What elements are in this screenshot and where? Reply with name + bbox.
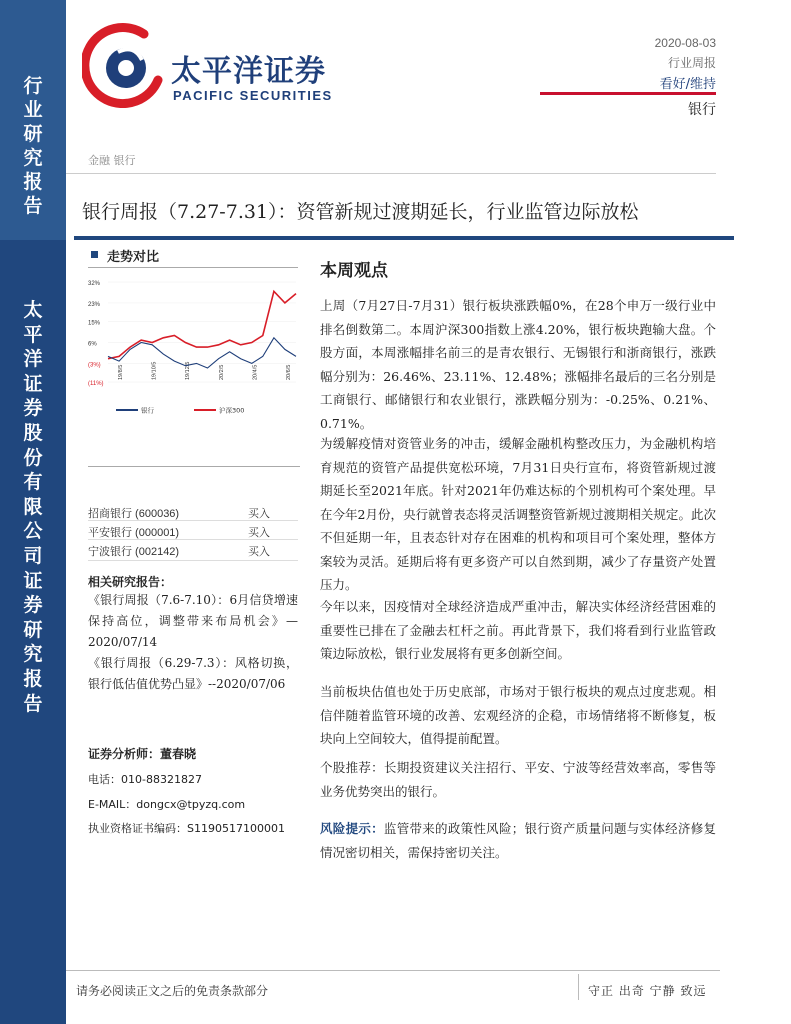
vertical-company-char: 券 (23, 397, 43, 420)
footer-divider (66, 970, 720, 971)
chart-legend (116, 406, 244, 415)
section-marker-icon (91, 251, 98, 258)
report-type: 行业周报 (667, 56, 716, 70)
vertical-company-char: 告 (23, 692, 43, 715)
footer-motto: 守正 出奇 宁静 致远 (588, 984, 707, 998)
footer-disclaimer: 请务必阅读正文之后的免责条款部分 (76, 984, 269, 998)
header-divider (66, 173, 716, 174)
breadcrumb: 金融 银行 (88, 154, 136, 167)
report-date: 2020-08-03 (654, 36, 716, 50)
chart-bottom-divider (88, 466, 300, 467)
view-paragraph: 上周（7月27日-7月31）银行板块涨跌幅0%，在28个申万一级行业中排名倒数第二。本周沪深300指数上涨4.20%，银行板块跑输大盘。个股方面，本周涨幅排名前三的是青农银行、无锡银行和浙商银行，涨跌幅分别为：26.46%、23.11%、12.48%；涨幅排名最后的三名分别是工商银行、邮储银行和农业银行，涨跌幅分别为：-0.25%、0.21%、0.71%。 (320, 298, 716, 431)
vertical-company-char: 太 (23, 299, 43, 321)
vertical-company-char: 有 (23, 471, 43, 494)
vertical-company-char: 洋 (23, 348, 43, 371)
stock-name: 宁波银行 (002142) (88, 546, 180, 558)
analyst-phone: 电话：010-88321827 (88, 773, 202, 786)
vertical-company-label (0, 298, 66, 716)
vertical-company-char: 报 (23, 667, 43, 690)
vertical-company-char: 究 (23, 643, 43, 666)
related-report-link[interactable]: 《银行周报（7.6-7.10）：6月信贷增速保持高位，调整带来布局机会》—2020/07/14 (88, 593, 298, 649)
x-tick-label: 20/4/5 (252, 364, 259, 380)
stock-name: 平安银行 (000001) (88, 527, 180, 539)
vertical-company-char: 公 (23, 520, 43, 543)
stock-rating: 买入 (248, 527, 270, 539)
view-paragraph: 为缓解疫情对资管业务的冲击，缓解金融机构整改压力，为金融机构培育规范的资管产品提供宽松环境，7月31日央行宣布，将资管新规过渡期延长至2021年底。针对2021年仍难达标的个别机构可个案处理。早在今年2月份，央行就曾表态将灵活调整资管新规过渡期相关规定。此次不但延期一年，且表态针对存在困难的机构和项目可个案处理，整体方案较为灵活。延期后将有更多资产可以自然到期，减少了存量资产处置压力。 (320, 436, 716, 592)
related-report-link[interactable]: 《银行周报（6.29-7.3）：风格切换，银行低估值优势凸显》--2020/07/06 (88, 656, 298, 691)
vertical-report-label (0, 74, 66, 218)
x-tick-label: 19/8/5 (118, 364, 124, 380)
risk-label: 风险提示： (320, 821, 384, 836)
x-axis-ticks (118, 362, 292, 380)
vertical-report-char: 报 (23, 171, 43, 193)
legend-label: 沪深300 (219, 406, 245, 415)
chart-top-divider (88, 267, 298, 268)
trend-section-title: 走势对比 (107, 250, 160, 265)
stock-name: 招商银行 (600036) (88, 508, 180, 520)
vertical-company-char: 证 (23, 569, 43, 592)
stock-rating: 买入 (248, 508, 270, 520)
y-tick-label: (3%) (88, 362, 101, 369)
row-divider (88, 520, 298, 521)
analyst-license: 执业资格证书编码：S1190517100001 (88, 822, 285, 835)
stock-rating: 买入 (248, 546, 270, 558)
view-paragraph: 当前板块估值也处于历史底部，市场对于银行板块的观点过度悲观。相信伴随着监管环境的改善、宏观经济的企稳，市场情绪将不断修复，板块向上空间较大，值得提前配置。 (320, 684, 716, 746)
x-tick-label: 20/2/5 (218, 364, 225, 380)
vertical-company-char: 股 (23, 421, 43, 444)
risk-paragraph (320, 817, 716, 864)
vertical-report-char: 告 (23, 195, 43, 217)
vertical-company-char: 份 (23, 446, 43, 469)
logo-chinese-name: 太平洋证券 (171, 54, 326, 89)
row-divider (88, 539, 298, 540)
vertical-report-char: 行 (23, 75, 43, 97)
analyst-title: 证券分析师：董春晓 (88, 747, 197, 761)
x-tick-label: 19/12/5 (185, 361, 192, 380)
y-tick-label: 32% (88, 281, 101, 287)
industry-name: 银行 (688, 102, 716, 118)
x-tick-label: 19/10/5 (151, 361, 158, 380)
view-section-title: 本周观点 (320, 261, 388, 281)
vertical-report-char: 业 (23, 99, 43, 121)
vertical-company-char: 平 (23, 323, 43, 346)
company-logo-icon (82, 22, 168, 108)
vertical-report-char: 究 (23, 147, 43, 169)
y-tick-label: (11%) (88, 381, 104, 387)
title-underline-bar (74, 236, 734, 240)
vertical-company-char: 司 (23, 544, 43, 567)
legend-label: 银行 (141, 406, 154, 415)
analyst-email[interactable]: E-MAIL：dongcx@tpyzq.com (88, 798, 246, 811)
logo-english-name: PACIFIC SECURITIES (173, 88, 333, 103)
industry-rating: 看好/维持 (659, 77, 716, 92)
page-title: 银行周报（7.27-7.31）：资管新规过渡期延长，行业监管边际放松 (82, 201, 639, 223)
view-paragraph: 个股推荐：长期投资建议关注招行、平安、宁波等经营效率高，零售等业务优势突出的银行。 (320, 760, 716, 799)
vertical-company-char: 研 (23, 618, 43, 641)
related-reports-title: 相关研究报告： (88, 575, 173, 589)
view-paragraph: 今年以来，因疫情对全球经济造成严重冲击，解决实体经济经营困难的重要性已排在了金融去杠杆之前。再此背景下，我们将看到行业监管政策边际放松，银行业发展将有更多创新空间。 (320, 599, 716, 661)
vertical-company-char: 证 (23, 372, 43, 395)
vertical-company-char: 限 (23, 495, 43, 518)
y-tick-label: 23% (88, 301, 101, 308)
row-divider (88, 560, 298, 561)
header-accent-line (540, 92, 716, 95)
vertical-report-char: 研 (23, 123, 43, 145)
y-tick-label: 15% (88, 320, 101, 327)
trend-chart (88, 272, 300, 422)
x-tick-label: 20/6/5 (286, 364, 292, 380)
risk-text: 监管带来的政策性风险；银行资产质量问题与实体经济修复情况密切相关，需保持密切关注。 (320, 821, 716, 860)
vertical-company-char: 券 (23, 594, 43, 617)
y-tick-label: 6% (88, 341, 97, 348)
